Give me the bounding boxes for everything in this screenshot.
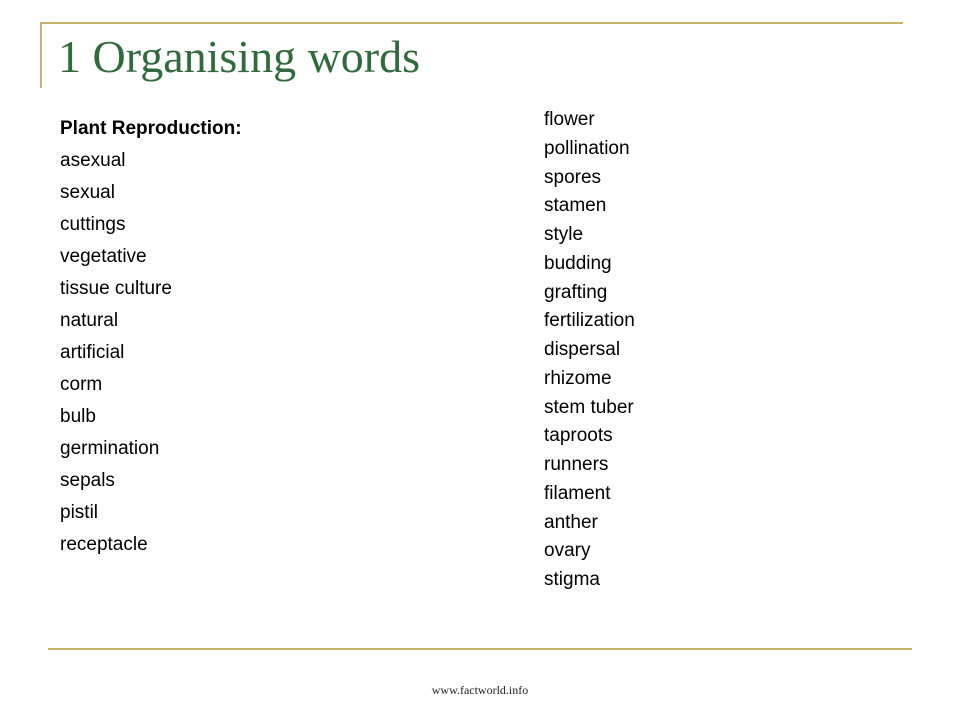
word-item: stigma [544,569,600,590]
word-item: filament [544,482,611,504]
slide-title: 1 Organising words [58,31,421,82]
word-item: ovary [544,540,591,562]
word-item: asexual [60,150,126,171]
word-item: fertilization [544,310,635,332]
frame-left-rule [40,22,42,88]
word-item: style [544,224,584,245]
frame-bottom-rule [48,648,912,650]
word-item: tissue culture [60,278,172,299]
word-item: cuttings [60,214,126,235]
word-item: stem tuber [544,396,634,418]
word-item: runners [544,454,609,475]
word-item: taproots [544,425,613,447]
word-item: sexual [60,182,115,203]
list-heading: Plant Reproduction: [60,118,242,139]
word-item: dispersal [544,339,621,360]
right-word-list [544,106,635,595]
word-item: pollination [544,137,630,159]
frame-top-rule [40,22,903,24]
word-item: grafting [544,281,608,303]
left-word-list [60,113,242,561]
word-item: stamen [544,195,607,217]
word-item: budding [544,252,612,274]
word-item: germination [60,438,160,459]
word-item: anther [544,511,598,533]
word-item: natural [60,310,119,331]
word-item: sepals [60,470,115,491]
word-item: receptacle [60,534,148,555]
word-item: rhizome [544,367,612,389]
word-item: bulb [60,406,96,427]
footer-url: www.factworld.info [431,683,529,697]
word-item: vegetative [60,246,147,267]
word-item: spores [544,166,602,188]
word-item: pistil [60,502,99,523]
word-item: artificial [60,342,125,363]
word-item: flower [544,109,595,130]
word-item: corm [60,374,103,395]
